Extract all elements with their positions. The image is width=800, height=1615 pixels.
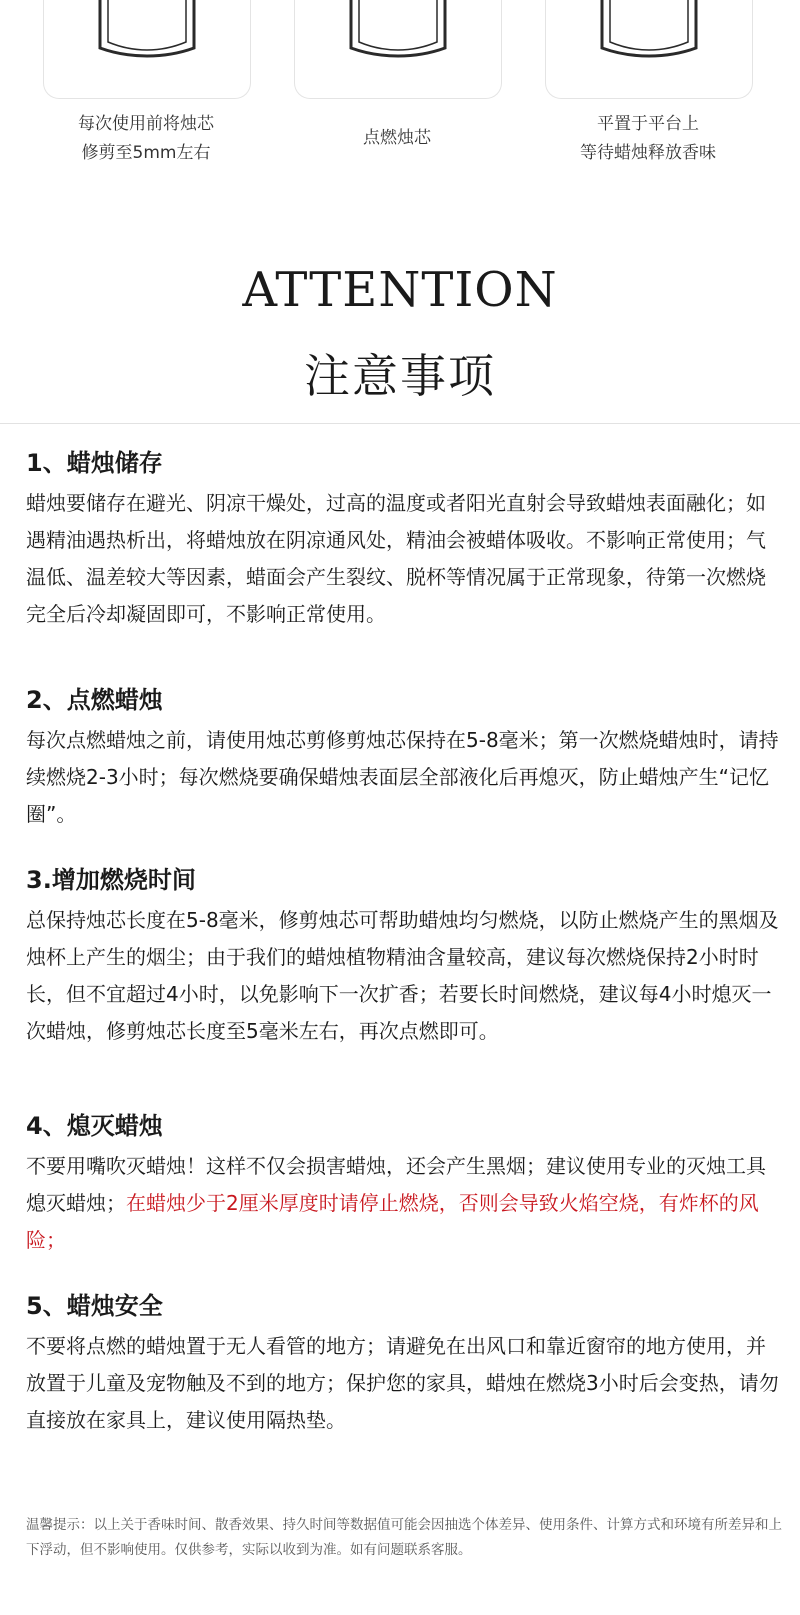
step-card-light: [294, 0, 502, 99]
candle-place-icon: [594, 0, 704, 70]
section-body: 蜡烛要储存在避光、阴凉干燥处，过高的温度或者阳光直射会导致蜡烛表面融化；如遇精油遇热析出，将蜡烛放在阴凉通风处，精油会被蜡体吸收。不影响正常使用；气温低、温差较大等因素，蜡面会产生裂纹、脱杯等情况属于正常现象，待第一次燃烧完全后冷却凝固即可，不影响正常使用。: [26, 491, 766, 626]
step-caption-trim: [26, 110, 266, 168]
step-caption-line: 修剪至5mm左右: [81, 143, 211, 163]
candle-light-icon: [343, 0, 453, 70]
step-caption-place: [528, 110, 768, 168]
section-body: 不要将点燃的蜡烛置于无人看管的地方；请避免在出风口和靠近窗帘的地方使用，并放置于儿童及宠物触及不到的地方；保护您的家具，蜡烛在燃烧3小时后会变热，请勿直接放在家具上，建议使用隔热垫。: [26, 1334, 779, 1432]
step-caption-line: 平置于平台上: [597, 114, 699, 134]
section-extinguish: [26, 1108, 780, 1259]
section-title: 5、蜡烛安全: [26, 1292, 163, 1320]
step-caption-line: 点燃烛芯: [363, 128, 431, 148]
usage-steps: [0, 0, 800, 230]
step-caption-light: [277, 124, 517, 153]
attention-heading-cn: 注意事项: [304, 349, 496, 403]
step-caption-line: 等待蜡烛释放香味: [580, 143, 716, 163]
section-burn-time: [26, 862, 780, 1050]
section-body: 每次点燃蜡烛之前，请使用烛芯剪修剪烛芯保持在5-8毫米；第一次燃烧蜡烛时，请持续燃烧2-3小时；每次燃烧要确保蜡烛表面层全部液化后再熄灭，防止蜡烛产生“记忆圈”。: [26, 728, 779, 826]
candle-trim-icon: [92, 0, 202, 70]
section-lighting: [26, 682, 780, 833]
attention-heading-en: ATTENTION: [242, 262, 558, 318]
section-body: [26, 1148, 780, 1259]
section-body: 总保持烛芯长度在5-8毫米，修剪烛芯可帮助蜡烛均匀燃烧，以防止燃烧产生的黑烟及烛杯上产生的烟尘；由于我们的蜡烛植物精油含量较高，建议每次燃烧保持2小时时长，但不宜超过4小时，以免影响下一次扩香；若要长时间燃烧，建议每4小时熄灭一次蜡烛，修剪烛芯长度至5毫米左右，再次点燃即可。: [26, 908, 779, 1043]
section-body-text: 不要用嘴吹灭蜡烛！这样不仅会损害蜡烛，还会产生黑烟；建议使用专业的灭烛工具熄灭蜡烛；: [26, 1154, 766, 1215]
section-warning-text: 在蜡烛少于2厘米厚度时请停止燃烧，否则会导致火焰空烧，有炸杯的风险；: [26, 1191, 759, 1252]
section-title: 4、熄灭蜡烛: [26, 1112, 163, 1140]
section-title: 2、点燃蜡烛: [26, 686, 163, 714]
step-caption-line: 每次使用前将烛芯: [78, 114, 214, 134]
section-title: 3.增加燃烧时间: [26, 866, 196, 894]
section-storage: [26, 445, 780, 633]
divider: [0, 423, 800, 424]
section-safety: [26, 1288, 780, 1439]
step-card-place: [545, 0, 753, 99]
section-title: 1、蜡烛储存: [26, 449, 163, 477]
step-card-trim: [43, 0, 251, 99]
footnote: 温馨提示：以上关于香味时间、散香效果、持久时间等数据值可能会因抽选个体差异、使用条件、计算方式和环境有所差异和上下浮动，但不影响使用。仅供参考，实际以收到为准。如有问题联系客服。: [26, 1517, 782, 1558]
